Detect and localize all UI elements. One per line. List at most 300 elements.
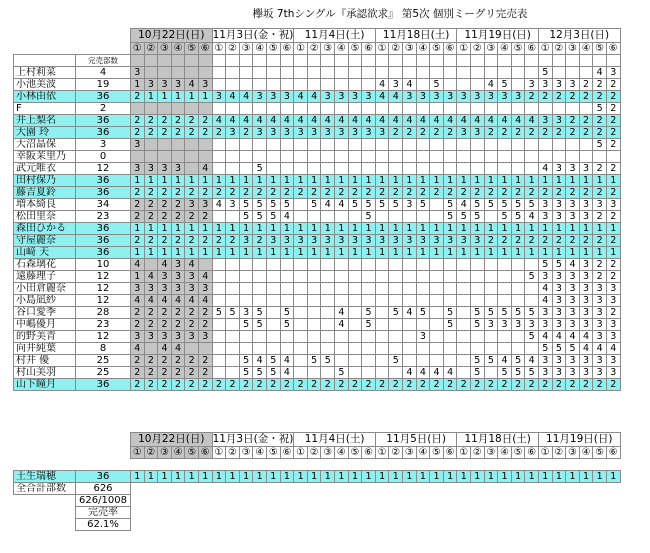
slot-cell: 4	[579, 331, 593, 343]
corner-cell	[14, 433, 76, 447]
count-header: 完売部数	[76, 55, 131, 67]
slot-cell	[443, 139, 457, 151]
slot-cell: 1	[294, 470, 308, 482]
slot-cell	[471, 67, 485, 79]
slot-cell	[280, 343, 294, 355]
slot-cell: 2	[389, 187, 403, 199]
slot-cell	[185, 343, 199, 355]
slot-header: ⑥	[443, 447, 457, 459]
slot-cell	[498, 163, 512, 175]
slot-cell	[362, 79, 376, 91]
slot-cell	[144, 343, 158, 355]
slot-cell: 1	[131, 175, 145, 187]
slot-cell: 2	[484, 379, 498, 391]
spacer-cell	[158, 518, 172, 530]
slot-cell	[212, 79, 226, 91]
slot-cell: 2	[403, 379, 417, 391]
slot-cell: 2	[593, 187, 607, 199]
slot-cell: 2	[552, 187, 566, 199]
slot-cell: 2	[144, 115, 158, 127]
spacer-cell	[239, 459, 253, 471]
slot-header: ⑤	[185, 43, 199, 55]
member-name: 土生瑞穂	[14, 470, 76, 482]
slot-cell	[416, 55, 430, 67]
slot-cell: 3	[566, 163, 580, 175]
slot-cell	[416, 211, 430, 223]
slot-cell	[212, 331, 226, 343]
member-name: 谷口愛季	[14, 307, 76, 319]
spacer-cell	[226, 482, 240, 494]
slot-cell	[185, 103, 199, 115]
slot-cell	[552, 67, 566, 79]
slot-cell: 2	[538, 127, 552, 139]
date-header: 11月4日(土)	[294, 433, 376, 447]
slot-cell: 2	[593, 115, 607, 127]
slot-cell	[484, 295, 498, 307]
slot-cell	[198, 139, 212, 151]
spacer-cell	[185, 518, 199, 530]
slot-cell: 2	[511, 127, 525, 139]
slot-cell	[362, 103, 376, 115]
slot-cell: 3	[335, 235, 349, 247]
slot-cell	[335, 343, 349, 355]
slot-cell	[171, 55, 185, 67]
spacer-cell	[131, 482, 145, 494]
slot-cell	[498, 259, 512, 271]
spacer-cell	[212, 506, 226, 518]
slot-cell	[457, 103, 471, 115]
date-header: 11月3日(金・祝)	[212, 433, 294, 445]
sold-count: 4	[76, 67, 131, 79]
spacer-cell	[566, 506, 580, 518]
slot-cell	[294, 259, 308, 271]
slot-cell	[226, 79, 240, 91]
slot-header: ①	[212, 43, 226, 55]
slot-cell: 2	[144, 319, 158, 331]
sold-count: 12	[76, 283, 131, 295]
spacer-cell	[307, 482, 321, 494]
slot-cell: 1	[471, 247, 485, 259]
slot-cell: 3	[593, 331, 607, 343]
slot-cell	[430, 103, 444, 115]
slot-cell	[403, 271, 417, 283]
slot-cell: 1	[253, 223, 267, 235]
slot-cell: 1	[566, 175, 580, 187]
slot-cell	[335, 67, 349, 79]
spacer-cell	[511, 518, 525, 530]
slot-cell	[457, 151, 471, 163]
slot-cell: 4	[131, 259, 145, 271]
slot-cell: 2	[239, 187, 253, 199]
slot-cell	[430, 271, 444, 283]
spacer-cell	[375, 494, 389, 506]
slot-cell	[375, 139, 389, 151]
slot-cell: 5	[538, 67, 552, 79]
slot-cell	[443, 79, 457, 91]
slot-cell: 1	[226, 470, 240, 482]
date-header: 11月18日(土)	[375, 29, 457, 43]
spacer-cell	[212, 459, 226, 471]
slot-cell: 3	[198, 283, 212, 295]
spacer-cell	[307, 506, 321, 518]
slot-cell: 1	[484, 470, 498, 482]
spacer-cell	[389, 518, 403, 530]
slot-cell: 4	[375, 79, 389, 91]
slot-cell: 3	[471, 127, 485, 139]
slot-cell	[430, 67, 444, 79]
slot-cell: 5	[253, 319, 267, 331]
slot-cell: 1	[403, 223, 417, 235]
slot-cell	[307, 151, 321, 163]
slot-cell	[239, 151, 253, 163]
table-row	[14, 235, 621, 247]
slot-cell: 1	[185, 223, 199, 235]
slot-header: ⑥	[198, 447, 212, 459]
slot-cell: 3	[538, 199, 552, 211]
slot-cell: 5	[416, 307, 430, 319]
slot-cell: 2	[131, 187, 145, 199]
slot-cell: 4	[335, 319, 349, 331]
slot-cell: 2	[593, 379, 607, 391]
slot-cell: 4	[443, 115, 457, 127]
slot-cell	[307, 163, 321, 175]
slot-cell: 2	[443, 127, 457, 139]
slot-cell: 4	[198, 295, 212, 307]
slot-cell	[226, 259, 240, 271]
slot-cell: 3	[185, 283, 199, 295]
spacer-cell	[362, 482, 376, 494]
slot-cell: 2	[131, 367, 145, 379]
sold-count: 12	[76, 331, 131, 343]
member-name: 武元唯衣	[14, 163, 76, 175]
slot-cell	[335, 283, 349, 295]
spacer-cell	[239, 518, 253, 530]
slot-cell: 3	[307, 235, 321, 247]
slot-cell	[239, 295, 253, 307]
slot-cell: 3	[280, 127, 294, 139]
member-name: 井上梨名	[14, 115, 76, 127]
slot-cell	[348, 151, 362, 163]
slot-cell	[335, 139, 349, 151]
slot-cell	[593, 151, 607, 163]
slot-cell: 3	[253, 127, 267, 139]
slot-cell: 2	[443, 187, 457, 199]
slot-header: ④	[171, 43, 185, 55]
spacer-cell	[403, 506, 417, 518]
slot-cell	[566, 55, 580, 67]
summary-row	[14, 482, 621, 494]
slot-cell	[484, 367, 498, 379]
sold-count: 36	[76, 91, 131, 103]
slot-cell: 2	[348, 187, 362, 199]
slot-cell: 2	[307, 379, 321, 391]
slot-cell: 3	[552, 115, 566, 127]
spacer-cell	[321, 459, 335, 471]
summary-value: 62.1%	[76, 518, 131, 530]
slot-cell	[294, 355, 308, 367]
spacer-cell	[348, 459, 362, 471]
slot-cell: 1	[348, 175, 362, 187]
spacer-cell	[212, 494, 226, 506]
slot-cell	[484, 259, 498, 271]
slot-cell: 1	[267, 223, 281, 235]
slot-cell	[239, 103, 253, 115]
slot-cell: 1	[389, 223, 403, 235]
slot-cell: 1	[430, 470, 444, 482]
slot-cell	[307, 367, 321, 379]
slot-cell	[362, 295, 376, 307]
table-row	[14, 223, 621, 235]
slot-cell	[212, 283, 226, 295]
slot-cell	[253, 331, 267, 343]
slot-cell	[389, 331, 403, 343]
member-name: 田村保乃	[14, 175, 76, 187]
slot-cell	[457, 139, 471, 151]
slot-cell	[267, 163, 281, 175]
slot-cell	[348, 139, 362, 151]
summary-row	[14, 506, 621, 518]
slot-cell: 5	[525, 271, 539, 283]
slot-cell: 5	[511, 367, 525, 379]
sold-count: 36	[76, 175, 131, 187]
slot-cell: 1	[185, 91, 199, 103]
slot-cell: 4	[498, 115, 512, 127]
spacer-cell	[525, 494, 539, 506]
slot-cell: 1	[321, 470, 335, 482]
slot-cell	[552, 139, 566, 151]
slot-cell: 5	[538, 259, 552, 271]
spacer-cell	[606, 518, 620, 530]
slot-cell: 2	[511, 187, 525, 199]
slot-header: ④	[416, 43, 430, 55]
slot-cell: 5	[471, 307, 485, 319]
slot-cell: 3	[606, 331, 620, 343]
slot-cell	[226, 367, 240, 379]
spacer-cell	[362, 459, 376, 471]
slot-cell: 3	[566, 307, 580, 319]
slot-cell: 2	[566, 187, 580, 199]
spacer-cell	[375, 459, 389, 471]
slot-cell	[471, 163, 485, 175]
table-row	[14, 127, 621, 139]
sold-count: 36	[76, 470, 131, 482]
member-name: 松田里奈	[14, 211, 76, 223]
spacer-cell	[606, 482, 620, 494]
spacer-cell	[14, 459, 76, 471]
slot-cell: 1	[375, 175, 389, 187]
spacer-cell	[348, 482, 362, 494]
slot-cell	[525, 259, 539, 271]
spacer-cell	[416, 518, 430, 530]
member-name: 向井純葉	[14, 343, 76, 355]
slot-cell	[430, 331, 444, 343]
slot-cell: 3	[498, 319, 512, 331]
spacer-cell	[389, 459, 403, 471]
spacer-cell	[280, 459, 294, 471]
slot-cell	[348, 55, 362, 67]
slot-cell	[416, 319, 430, 331]
spacer-cell	[389, 482, 403, 494]
slot-cell: 2	[579, 127, 593, 139]
slot-cell	[457, 331, 471, 343]
slot-cell	[566, 139, 580, 151]
slot-cell	[525, 343, 539, 355]
slot-cell	[566, 103, 580, 115]
spacer-cell	[226, 494, 240, 506]
slot-cell	[267, 283, 281, 295]
slot-cell: 3	[267, 235, 281, 247]
slot-cell: 3	[552, 355, 566, 367]
slot-cell: 2	[579, 235, 593, 247]
slot-cell: 2	[579, 187, 593, 199]
slot-cell: 1	[471, 175, 485, 187]
slot-cell: 2	[538, 187, 552, 199]
slot-cell: 2	[593, 91, 607, 103]
slot-cell: 4	[198, 163, 212, 175]
slot-cell: 1	[566, 247, 580, 259]
slot-cell: 1	[131, 271, 145, 283]
spacer-cell	[457, 459, 471, 471]
slot-cell	[538, 55, 552, 67]
slot-header: ④	[579, 447, 593, 459]
spacer-cell	[280, 482, 294, 494]
spacer-cell	[267, 494, 281, 506]
slot-cell	[294, 199, 308, 211]
slot-header: ④	[335, 447, 349, 459]
spacer-cell	[579, 494, 593, 506]
slot-cell: 3	[525, 79, 539, 91]
member-name: 石森璃花	[14, 259, 76, 271]
slot-cell: 1	[566, 470, 580, 482]
slot-cell: 3	[525, 319, 539, 331]
spacer-cell	[538, 482, 552, 494]
slot-cell: 3	[348, 91, 362, 103]
sold-count: 28	[76, 307, 131, 319]
slot-cell: 5	[511, 199, 525, 211]
spacer-cell	[579, 459, 593, 471]
slot-cell	[362, 259, 376, 271]
slot-cell	[525, 55, 539, 67]
slot-cell: 2	[294, 379, 308, 391]
slot-cell	[375, 211, 389, 223]
slot-cell: 3	[416, 235, 430, 247]
slot-cell: 2	[212, 235, 226, 247]
slot-cell: 2	[171, 127, 185, 139]
slot-cell	[307, 295, 321, 307]
slot-cell: 1	[212, 223, 226, 235]
slot-cell: 1	[443, 470, 457, 482]
spacer-cell	[212, 482, 226, 494]
spacer-cell	[144, 482, 158, 494]
slot-cell: 3	[566, 295, 580, 307]
slot-cell: 3	[511, 319, 525, 331]
slot-cell: 2	[171, 355, 185, 367]
slot-cell: 3	[593, 319, 607, 331]
table-row	[14, 343, 621, 355]
spacer-cell	[566, 494, 580, 506]
spacer-cell	[416, 506, 430, 518]
date-header: 11月19日(日)	[538, 433, 620, 447]
slot-cell: 3	[144, 331, 158, 343]
slot-cell: 5	[593, 103, 607, 115]
slot-cell: 5	[253, 211, 267, 223]
slot-cell	[443, 55, 457, 67]
slot-cell	[403, 67, 417, 79]
slot-cell: 2	[321, 379, 335, 391]
slot-cell: 4	[144, 271, 158, 283]
slot-cell: 2	[158, 199, 172, 211]
slot-cell: 2	[566, 379, 580, 391]
slot-cell	[212, 151, 226, 163]
slot-cell: 3	[606, 319, 620, 331]
slot-cell	[403, 55, 417, 67]
slot-cell	[198, 343, 212, 355]
slot-cell	[335, 271, 349, 283]
slot-cell: 3	[348, 235, 362, 247]
spacer-cell	[538, 494, 552, 506]
slot-cell: 2	[158, 235, 172, 247]
spacer-cell	[239, 494, 253, 506]
slot-cell: 5	[593, 139, 607, 151]
slot-cell	[593, 55, 607, 67]
slot-cell: 5	[362, 211, 376, 223]
slot-cell	[362, 367, 376, 379]
slot-cell: 2	[131, 199, 145, 211]
slot-cell: 3	[498, 91, 512, 103]
spacer-cell	[498, 506, 512, 518]
slot-cell	[131, 151, 145, 163]
slot-cell: 2	[171, 199, 185, 211]
slot-cell	[484, 211, 498, 223]
slot-header: ⑥	[525, 447, 539, 459]
slot-cell: 2	[158, 115, 172, 127]
slot-header: ③	[321, 447, 335, 459]
slot-cell	[375, 163, 389, 175]
slot-cell: 2	[566, 127, 580, 139]
slot-cell: 2	[131, 91, 145, 103]
table-row	[14, 67, 621, 79]
slot-cell	[239, 163, 253, 175]
spacer-cell	[348, 518, 362, 530]
slot-cell	[525, 151, 539, 163]
slot-cell: 1	[538, 175, 552, 187]
slot-header: ⑤	[593, 447, 607, 459]
slot-cell	[606, 55, 620, 67]
spacer-cell	[498, 459, 512, 471]
slot-cell: 4	[403, 367, 417, 379]
slot-cell	[307, 103, 321, 115]
slot-cell	[307, 259, 321, 271]
spacer-cell	[457, 518, 471, 530]
slot-cell: 1	[239, 247, 253, 259]
slot-cell: 1	[511, 247, 525, 259]
slot-cell	[335, 79, 349, 91]
slot-header: ⑤	[430, 43, 444, 55]
slot-cell	[389, 103, 403, 115]
slot-cell: 5	[267, 367, 281, 379]
slot-cell	[552, 103, 566, 115]
summary-row	[14, 518, 621, 530]
slot-cell	[416, 67, 430, 79]
slot-cell: 4	[566, 259, 580, 271]
slot-cell: 3	[321, 235, 335, 247]
spacer-cell	[198, 518, 212, 530]
slot-cell: 2	[566, 235, 580, 247]
spacer-cell	[362, 494, 376, 506]
spacer-cell	[471, 518, 485, 530]
slot-cell	[498, 55, 512, 67]
spacer-cell	[457, 506, 471, 518]
